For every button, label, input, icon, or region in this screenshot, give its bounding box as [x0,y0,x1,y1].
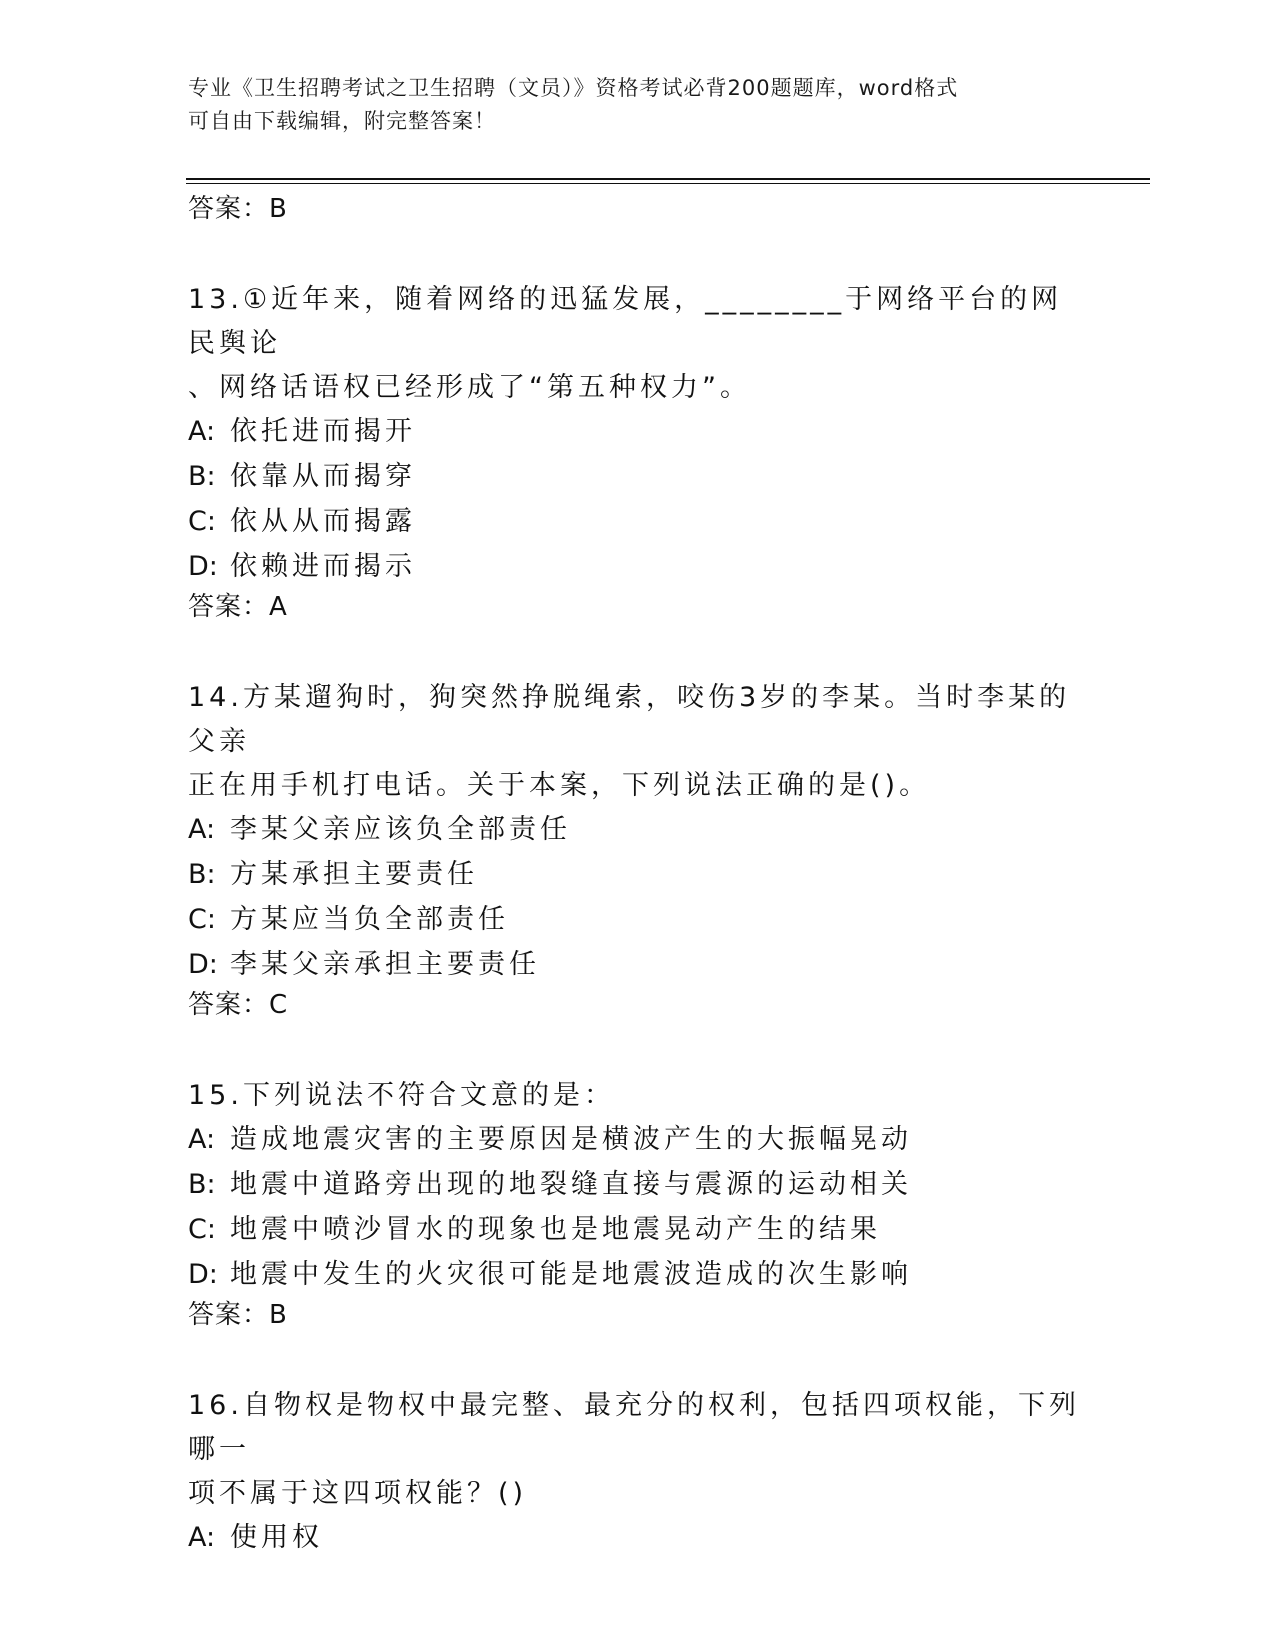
answer-value: B [269,194,288,224]
option-text: 依靠从而揭穿 [230,461,416,492]
question-number: 13. [188,284,243,315]
option-a [188,1118,1088,1163]
option-key: B: [188,1169,216,1200]
header-divider-thick [186,178,1150,180]
question-number: 14. [188,682,243,713]
question-stem-line-1: ①近年来，随着网络的迅猛发展，________于网络平台的网民舆论 [188,284,1063,359]
option-b [188,455,1088,500]
question-block [188,676,1088,1022]
option-text: 地震中发生的火灾很可能是地震波造成的次生影响 [230,1259,912,1290]
option-key: D: [188,1259,218,1290]
question-stem-line-2: 项不属于这四项权能？() [188,1478,528,1509]
option-text: 造成地震灾害的主要原因是横波产生的大振幅晃动 [230,1124,912,1155]
header-line-1: 专业《卫生招聘考试之卫生招聘（文员）》资格考试必背200题题库，word格式 [188,76,959,100]
option-d [188,545,1088,590]
question-stem [188,1074,1088,1118]
option-key: C: [188,1214,216,1245]
option-key: D: [188,551,218,582]
option-key: C: [188,506,216,537]
option-c [188,1208,1088,1253]
option-d [188,1253,1088,1298]
question-stem [188,676,1088,764]
question-stem-line-2: 正在用手机打电话。关于本案，下列说法正确的是()。 [188,770,931,801]
option-d [188,943,1088,988]
answer-value: B [269,1300,288,1330]
option-key: A: [188,416,216,447]
spacer [188,624,1088,676]
question-number: 15. [188,1080,243,1111]
answer-value: C [269,990,289,1020]
question-stem-line-1: 方某遛狗时，狗突然挣脱绳索，咬伤3岁的李某。当时李某的父亲 [188,682,1071,757]
option-c [188,500,1088,545]
document-header [188,72,1068,138]
answer-line [188,192,1088,226]
answer-label: 答案： [188,1300,270,1330]
question-block [188,278,1088,624]
answer-label: 答案： [188,194,270,224]
header-line-2: 可自由下载编辑，附完整答案！ [188,109,496,133]
option-a [188,1516,1088,1561]
option-text: 地震中道路旁出现的地裂缝直接与震源的运动相关 [230,1169,912,1200]
option-key: B: [188,461,216,492]
option-key: A: [188,1124,216,1155]
option-text: 方某应当负全部责任 [230,904,509,935]
option-text: 依从从而揭露 [230,506,416,537]
option-b [188,853,1088,898]
option-text: 地震中喷沙冒水的现象也是地震晃动产生的结果 [230,1214,881,1245]
option-text: 方某承担主要责任 [230,859,478,890]
question-stem-line-1: 下列说法不符合文意的是： [242,1080,615,1111]
answer-label: 答案： [188,990,270,1020]
option-text: 李某父亲承担主要责任 [230,949,540,980]
spacer [188,1022,1088,1074]
option-a [188,808,1088,853]
answer-value: A [269,592,288,622]
option-key: B: [188,859,216,890]
option-key: C: [188,904,216,935]
question-stem [188,1384,1088,1472]
spacer [188,226,1088,278]
answer-line [188,590,1088,624]
question-number: 16. [188,1390,243,1421]
option-a [188,410,1088,455]
answer-label: 答案： [188,592,270,622]
option-key: A: [188,1522,216,1553]
document-body [188,192,1088,1561]
question-block [188,1384,1088,1561]
option-text: 依赖进而揭示 [230,551,416,582]
answer-line [188,1298,1088,1332]
option-c [188,898,1088,943]
spacer [188,1332,1088,1384]
header-divider-thin [186,183,1150,184]
question-stem-line-2: 、网络话语权已经形成了“第五种权力”。 [188,372,751,403]
option-text: 使用权 [230,1522,323,1553]
option-key: A: [188,814,216,845]
question-stem-line-1: 自物权是物权中最完整、最充分的权利，包括四项权能，下列哪一 [188,1390,1080,1465]
answer-line [188,988,1088,1022]
question-stem [188,278,1088,366]
option-text: 依托进而揭开 [230,416,416,447]
option-text: 李某父亲应该负全部责任 [230,814,571,845]
option-key: D: [188,949,218,980]
option-b [188,1163,1088,1208]
question-block [188,1074,1088,1332]
